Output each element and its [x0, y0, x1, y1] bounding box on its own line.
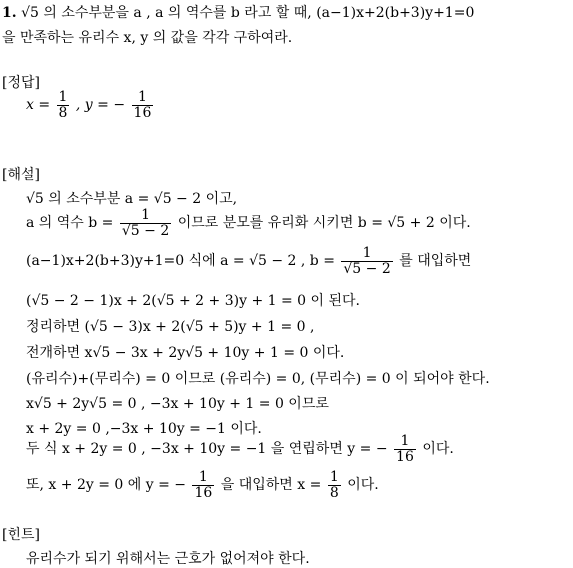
solution-heading: [해설]	[2, 167, 40, 183]
problem-statement-1: √5 의 소수부분을 a , a 의 역수를 b 라고 할 때, (a−1)x+2(b+3)y+1=0	[21, 5, 475, 21]
solution-line-5: 정리하면 (√5 − 3)x + 2(√5 + 5)y + 1 = 0 ,	[26, 319, 315, 335]
solution-line-11	[26, 470, 379, 500]
solution-line-10-fraction	[394, 434, 416, 464]
problem-line-2	[2, 27, 292, 47]
solution-line-11-den-x: 8	[329, 484, 339, 501]
solution-line-10-post: 이다.	[422, 441, 454, 458]
solution-line-10-pre: 두 식 x + 2y = 0 , −3x + 10y = −1 을 연립하면 y = −	[26, 441, 388, 458]
solution-line-10-den: 16	[396, 448, 414, 465]
solution-line-1: √5 의 소수부분 a = √5 − 2 이고,	[26, 191, 238, 207]
solution-line-10-num: 1	[394, 434, 416, 450]
solution-line-10	[26, 434, 454, 464]
solution-line-11-pre: 또, x + 2y = 0 에 y = −	[26, 477, 187, 494]
solution-line-3-den: √5 − 2	[343, 260, 391, 277]
solution-line-11-num-x: 1	[329, 469, 339, 485]
answer-x-num: 1	[58, 89, 68, 105]
answer-y-num: 1	[132, 90, 154, 106]
hint-text: 유리수가 되기 위해서는 근호가 없어져야 한다.	[26, 551, 310, 567]
solution-line-11-fraction-y	[192, 470, 214, 500]
solution-line-3-pre: (a−1)x+2(b+3)y+1=0 식에 a = √5 − 2 , b =	[26, 253, 335, 270]
solution-line-7: (유리수)+(무리수) = 0 이므로 (유리수) = 0, (무리수) = 0 이 되어야 한다.	[26, 371, 490, 387]
problem-number: 1.	[2, 5, 17, 21]
solution-line-11-den-y: 16	[194, 484, 213, 501]
solution-line-11-num-y: 1	[192, 470, 214, 486]
answer-line	[26, 90, 155, 120]
answer-x-label: x =	[26, 97, 51, 114]
answer-x-fraction	[57, 90, 70, 120]
solution-line-2-post: 이므로 분모를 유리화 시키면 b = √5 + 2 이다.	[177, 215, 471, 232]
solution-line-3	[26, 246, 471, 276]
solution-line-2-fraction	[120, 208, 171, 238]
solution-line-2-num: 1	[120, 208, 171, 224]
solution-line-3-post: 를 대입하면	[399, 253, 472, 270]
solution-line-6: 전개하면 x√5 − 3x + 2y√5 + 10y + 1 = 0 이다.	[26, 345, 345, 361]
answer-y-fraction	[132, 90, 154, 120]
solution-line-11-fraction-x	[328, 470, 341, 500]
problem-statement-2: 을 만족하는 유리수 x, y 의 값을 각각 구하여라.	[2, 30, 293, 46]
answer-heading: [정답]	[2, 75, 40, 91]
answer-x-den: 8	[58, 104, 68, 121]
solution-line-4: (√5 − 2 − 1)x + 2(√5 + 2 + 3)y + 1 = 0 이 된다.	[26, 293, 360, 309]
solution-line-11-mid: 을 대입하면 x =	[220, 477, 322, 494]
solution-line-9: x + 2y = 0 ,−3x + 10y = −1 이다.	[26, 421, 262, 437]
solution-line-11-post: 이다.	[347, 477, 379, 494]
hint-heading: [힌트]	[2, 527, 40, 543]
solution-line-2-pre: a 의 역수 b =	[26, 215, 114, 232]
solution-line-3-fraction	[341, 246, 392, 276]
answer-y-den: 16	[133, 104, 152, 121]
problem-line-1	[2, 2, 474, 22]
solution-line-3-num: 1	[341, 246, 392, 262]
solution-line-2-den: √5 − 2	[121, 222, 170, 239]
solution-line-8: x√5 + 2y√5 = 0 , −3x + 10y + 1 = 0 이므로	[26, 396, 329, 412]
solution-line-2	[26, 208, 471, 238]
answer-y-label: , y = −	[75, 97, 126, 114]
